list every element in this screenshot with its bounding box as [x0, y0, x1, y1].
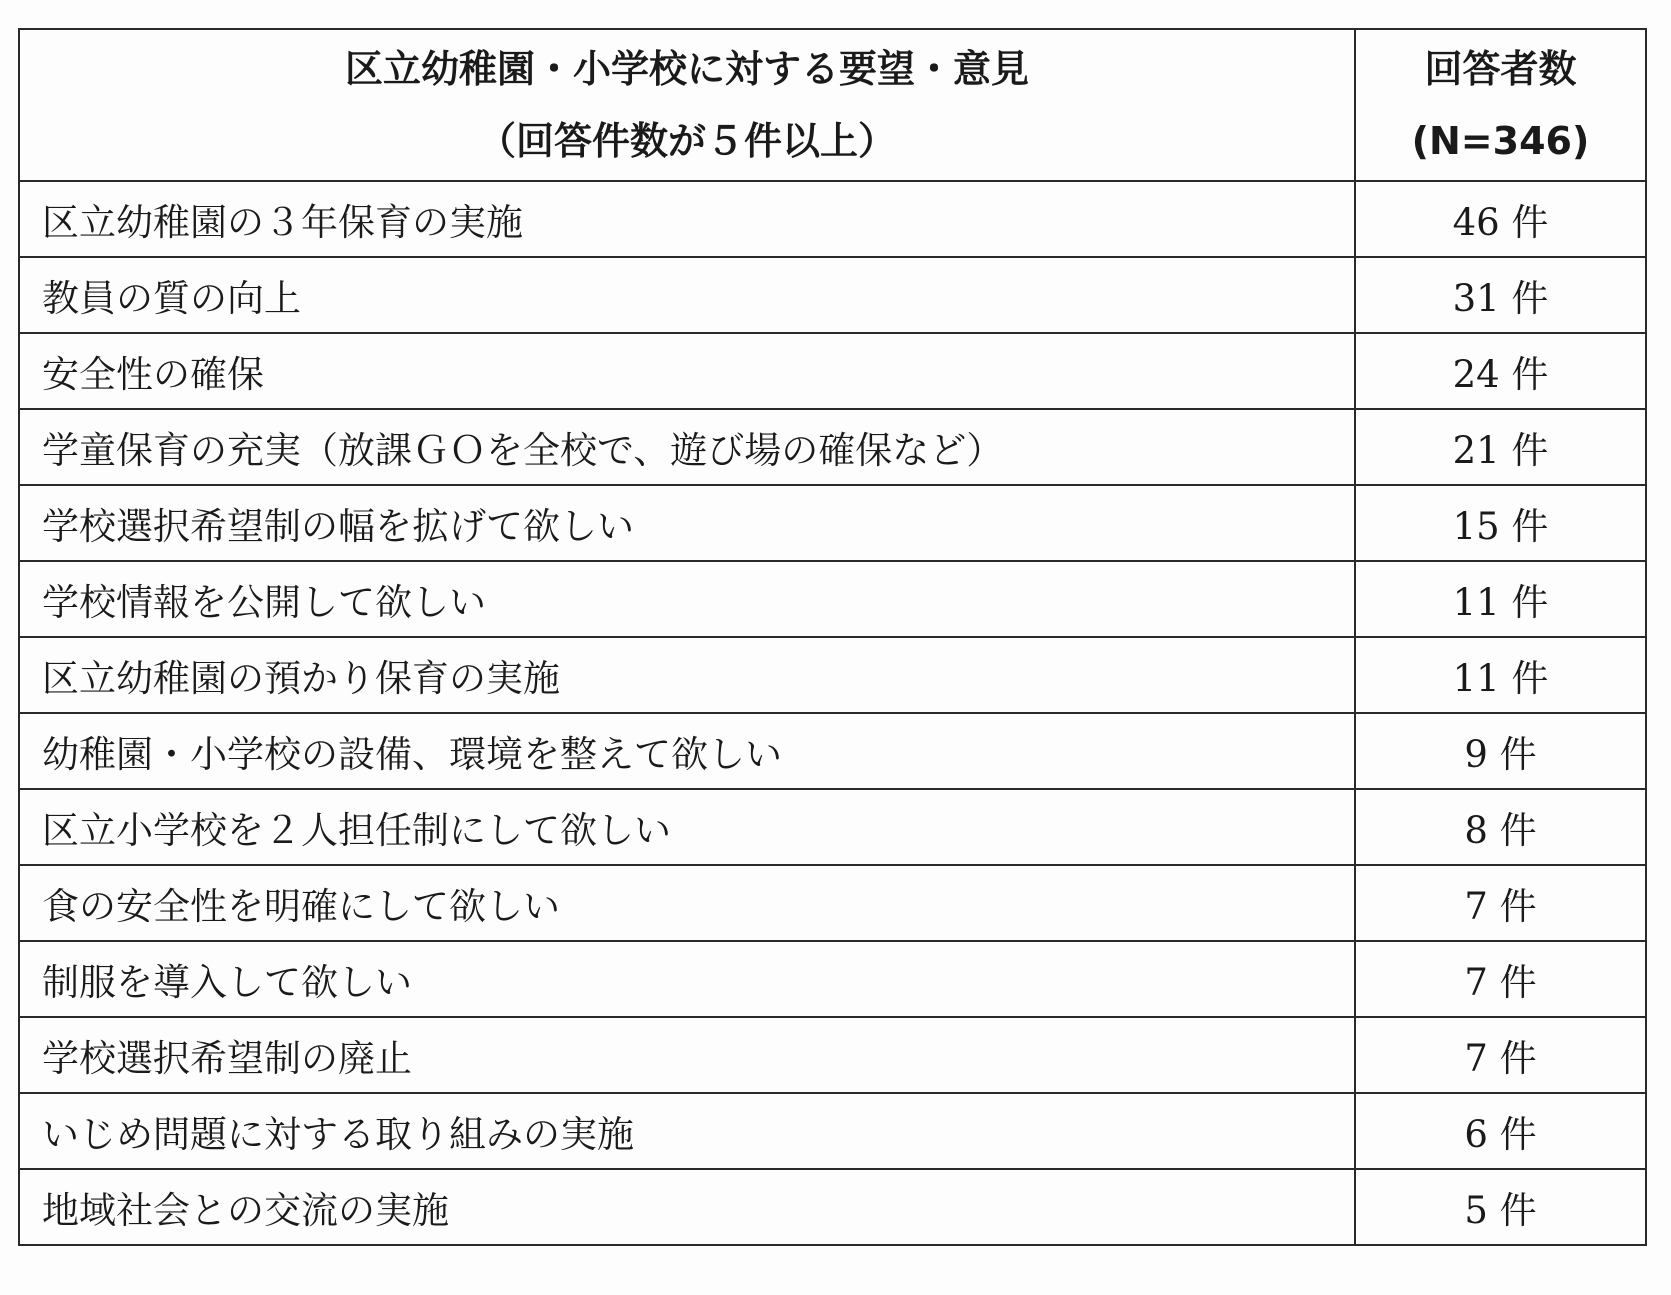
row-count: 24 件 [1355, 333, 1646, 409]
row-item: 学校情報を公開して欲しい [19, 561, 1355, 637]
row-count: 11 件 [1355, 561, 1646, 637]
row-item: 食の安全性を明確にして欲しい [19, 865, 1355, 941]
row-count: 7 件 [1355, 941, 1646, 1017]
row-item: 区立小学校を２人担任制にして欲しい [19, 789, 1355, 865]
table-row [19, 1169, 1646, 1245]
header-item-subtitle: （回答件数が５件以上） [477, 119, 896, 163]
table-row [19, 485, 1646, 561]
header-count-title: 回答者数 [1424, 47, 1577, 91]
header-count-subtitle: (N=346) [1411, 119, 1590, 163]
row-item: 地域社会との交流の実施 [19, 1169, 1355, 1245]
table-body [19, 181, 1646, 1245]
header-item-cell [19, 29, 1355, 181]
header-row [19, 29, 1646, 181]
row-count: 21 件 [1355, 409, 1646, 485]
table-row [19, 181, 1646, 257]
table-row [19, 789, 1646, 865]
row-item: 学校選択希望制の廃止 [19, 1017, 1355, 1093]
row-item: いじめ問題に対する取り組みの実施 [19, 1093, 1355, 1169]
row-item: 教員の質の向上 [19, 257, 1355, 333]
row-item: 制服を導入して欲しい [19, 941, 1355, 1017]
row-count: 7 件 [1355, 1017, 1646, 1093]
row-item: 学校選択希望制の幅を拡げて欲しい [19, 485, 1355, 561]
row-item: 区立幼稚園の預かり保育の実施 [19, 637, 1355, 713]
requests-table [18, 28, 1647, 1246]
table-row [19, 1093, 1646, 1169]
table-row [19, 257, 1646, 333]
table-row [19, 713, 1646, 789]
table-row [19, 941, 1646, 1017]
row-count: 46 件 [1355, 181, 1646, 257]
row-item: 安全性の確保 [19, 333, 1355, 409]
row-count: 6 件 [1355, 1093, 1646, 1169]
table-row [19, 409, 1646, 485]
row-item: 区立幼稚園の３年保育の実施 [19, 181, 1355, 257]
table-header [19, 29, 1646, 181]
row-count: 5 件 [1355, 1169, 1646, 1245]
row-count: 9 件 [1355, 713, 1646, 789]
table-row [19, 637, 1646, 713]
table-row [19, 1017, 1646, 1093]
row-count: 7 件 [1355, 865, 1646, 941]
row-count: 8 件 [1355, 789, 1646, 865]
header-item-title: 区立幼稚園・小学校に対する要望・意見 [344, 47, 1029, 91]
row-item: 幼稚園・小学校の設備、環境を整えて欲しい [19, 713, 1355, 789]
table-row [19, 865, 1646, 941]
row-item: 学童保育の充実（放課ＧＯを全校で、遊び場の確保など） [19, 409, 1355, 485]
row-count: 31 件 [1355, 257, 1646, 333]
table-row [19, 333, 1646, 409]
header-count-cell [1355, 29, 1646, 181]
row-count: 11 件 [1355, 637, 1646, 713]
table-row [19, 561, 1646, 637]
row-count: 15 件 [1355, 485, 1646, 561]
